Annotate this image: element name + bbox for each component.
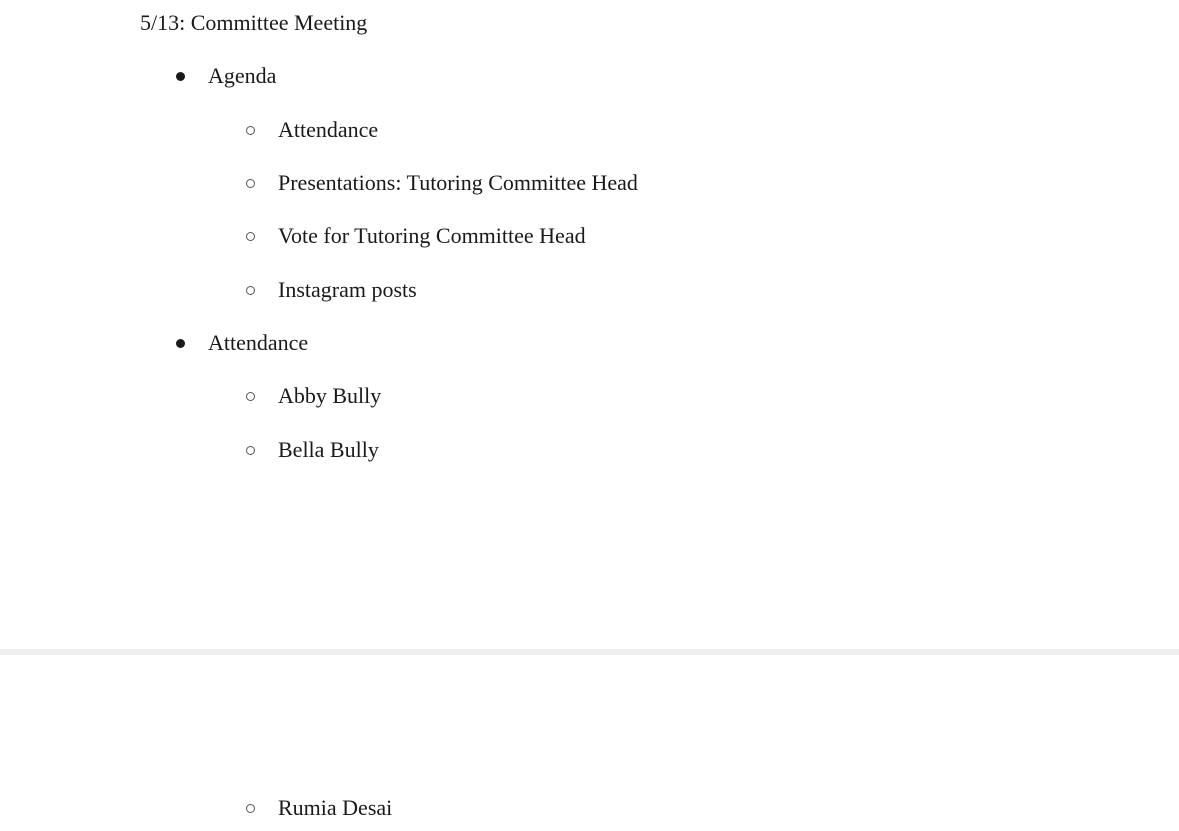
list-item-attendance: Attendance bbox=[208, 330, 309, 355]
list-item: Presentations: Tutoring Committee Head bbox=[278, 170, 638, 195]
bullet-disc-icon bbox=[173, 62, 187, 90]
bullet-circle-icon bbox=[243, 794, 257, 822]
list-item: Attendance bbox=[278, 117, 379, 142]
document-page-2 bbox=[0, 655, 1179, 831]
list-item: Vote for Tutoring Committee Head bbox=[278, 223, 586, 248]
list-item: Abby Bully bbox=[278, 383, 382, 408]
bullet-disc-icon bbox=[173, 329, 187, 357]
meeting-title: 5/13: Committee Meeting bbox=[140, 10, 368, 35]
list-item: Rumia Desai bbox=[278, 795, 393, 820]
list-item-agenda: Agenda bbox=[208, 63, 277, 88]
bullet-circle-icon bbox=[243, 276, 257, 304]
bullet-circle-icon bbox=[243, 222, 257, 250]
bullet-circle-icon bbox=[243, 116, 257, 144]
list-item: Bella Bully bbox=[278, 437, 379, 462]
bullet-circle-icon bbox=[243, 382, 257, 410]
bullet-circle-icon bbox=[243, 436, 257, 464]
bullet-circle-icon bbox=[243, 169, 257, 197]
list-item: Instagram posts bbox=[278, 277, 417, 302]
